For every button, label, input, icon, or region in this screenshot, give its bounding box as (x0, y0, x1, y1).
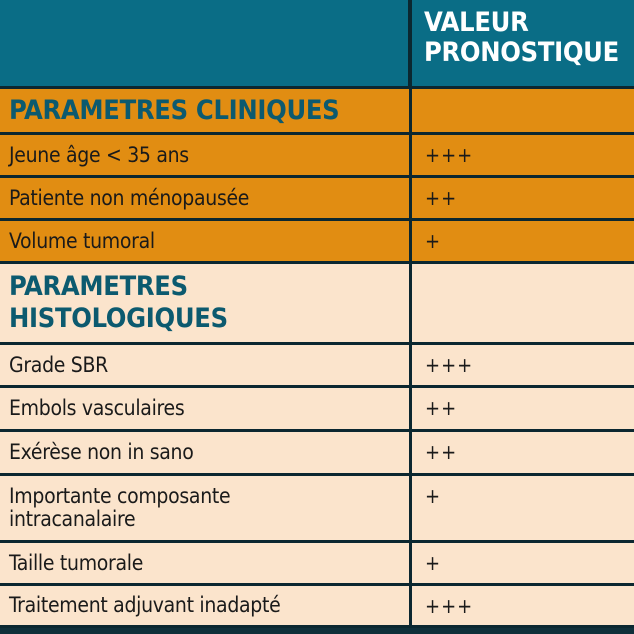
header-empty-cell (0, 0, 412, 89)
row-value-taille: + (425, 551, 442, 575)
row-label-exerese: Exérèse non in sano (9, 440, 194, 464)
table-row-value (412, 586, 634, 628)
section-histological-title-cell (0, 264, 412, 345)
table-row-label (0, 221, 412, 264)
header-title (412, 0, 619, 68)
row-value-volume-tumoral: + (425, 229, 442, 253)
section-clinical-title-cell (0, 89, 412, 135)
header-title-line2: PRONOSTIQUE (424, 37, 619, 68)
section-histological-empty-cell (412, 264, 634, 345)
section-histological-title-line2: HISTOLOGIQUES (9, 303, 228, 334)
table-row-value (412, 345, 634, 388)
section-histological-title-line1: PARAMETRES (9, 271, 188, 302)
section-clinical-empty-cell (412, 89, 634, 135)
section-histological-title (0, 264, 228, 335)
row-label-traitement: Traitement adjuvant inadapté (9, 593, 281, 617)
row-label-jeune-age: Jeune âge < 35 ans (9, 142, 189, 167)
row-label-embols: Embols vasculaires (9, 396, 185, 420)
table-row-label (0, 543, 412, 586)
row-label-composante (0, 476, 230, 531)
row-value-non-menopausee: ++ (425, 186, 458, 210)
table-row-label (0, 388, 412, 432)
table-row-label (0, 476, 412, 543)
table-row-label (0, 586, 412, 628)
table-row-value (412, 543, 634, 586)
table-row-value (412, 476, 634, 543)
row-label-composante-line1: Importante composante (9, 484, 231, 508)
row-value-embols: ++ (425, 396, 458, 420)
table-row-value (412, 388, 634, 432)
row-label-volume-tumoral: Volume tumoral (9, 228, 155, 253)
table-row-value (412, 135, 634, 178)
table-row-label (0, 178, 412, 221)
row-value-jeune-age: +++ (425, 143, 474, 167)
table-row-value (412, 432, 634, 476)
section-clinical-title: PARAMETRES CLINIQUES (9, 94, 340, 126)
row-value-grade-sbr: +++ (425, 353, 474, 377)
row-label-taille: Taille tumorale (9, 550, 144, 575)
header-title-line1: VALEUR (424, 7, 529, 38)
row-label-non-menopausee: Patiente non ménopausée (9, 185, 250, 210)
table-row-value (412, 178, 634, 221)
row-value-composante: + (425, 484, 442, 508)
row-label-grade-sbr: Grade SBR (9, 352, 108, 377)
table-row-label (0, 135, 412, 178)
row-label-composante-line2: intracanalaire (9, 507, 136, 531)
row-value-exerese: ++ (425, 440, 458, 464)
table-row-label (0, 432, 412, 476)
row-value-traitement: +++ (425, 594, 474, 618)
table-row-value (412, 221, 634, 264)
header-valeur-pronostique (412, 0, 634, 89)
table-row-label (0, 345, 412, 388)
